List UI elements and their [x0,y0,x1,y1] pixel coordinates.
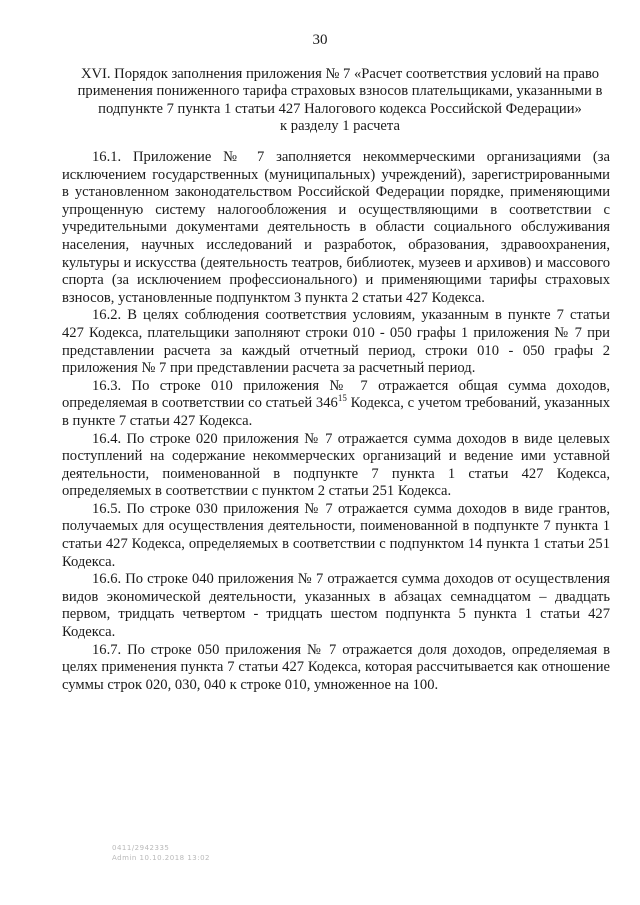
heading-line: XVI. Порядок заполнения приложения № 7 «Расчет соответствия условий на право [80,66,600,82]
superscript-15: 15 [337,393,347,404]
stamp-line-1: 0411/2942335 [112,844,170,852]
heading-line: к разделу 1 расчета [280,118,400,135]
paragraph-16-3-text: 16.3. По строке 010 приложения № 7 отражается общая сумма доходов, определяемая в соответствии со статьей 346 [62,377,610,412]
paragraph-16-4: 16.4. По строке 020 приложения № 7 отражается сумма доходов в виде целевых поступлений на содержание некоммерческих организаций и ведение ими уставной деятельности, поименованной в подпункте 7 пункта 1 статьи 427 Кодекса, определяемых в соответствии с пунктом 2 статьи 251 Кодекса. [62,430,610,500]
paragraph-16-5: 16.5. По строке 030 приложения № 7 отражается сумма доходов в виде грантов, получаемых для осуществления деятельности, поименованной в подпункте 7 пункта 1 статьи 427 Кодекса, определяемых в соответствии с подпунктом 14 пункта 1 статьи 251 Кодекса. [62,500,610,570]
paragraph-16-6: 16.6. По строке 040 приложения № 7 отражается сумма доходов от осуществления видов экономической деятельности, указанных в абзацах семнадцатом – двадцать первом, тридцать четвертом - тридцать шестом подпункта 5 пункта 1 статьи 427 Кодекса. [62,571,610,641]
paragraph-16-1: 16.1. Приложение № 7 заполняется некоммерческими организациями (за исключением государственных (муниципальных) учреждений), зарегистрированными в установленном законодательством Российской Федерации порядке, применяющими упрощенную систему налогообложения и осуществляющими в соответствии с учредительными документами деятельность в области социального обслуживания населения, научных исследований и разработок, образования, здравоохранения, культуры и искусства (деятельность театров, библиотек, музеев и архивов) и массового спорта (за исключением профессионального) и применяющими тарифы страховых взносов, установленные подпунктом 3 пункта 2 статьи 427 Кодекса. [62,149,610,306]
document-body [62,149,610,694]
paragraph-16-2: 16.2. В целях соблюдения соответствия условиям, указанным в пункте 7 статьи 427 Кодекса, плательщики заполняют строки 010 - 050 графы 1 приложения № 7 при представлении расчета за каждый отчетный период, строки 010 - 050 графы 2 приложения № 7 при представлении расчета за расчетный период. [62,307,610,377]
stamp-line-2: Admin 10.10.2018 13:02 [112,854,211,862]
page-number: 30 [312,32,328,48]
heading-line: применения пониженного тарифа страховых взносов плательщиками, указанными в [77,83,603,100]
paragraph-16-3 [62,378,610,431]
section-heading [60,66,620,136]
heading-line: подпункте 7 пункта 1 статьи 427 Налогового кодекса Российской Федерации» [98,100,582,117]
document-stamp [112,843,210,863]
paragraph-16-7: 16.7. По строке 050 приложения № 7 отражается доля доходов, определяемая в целях применения пункта 7 статьи 427 Кодекса, которая рассчитывается как отношение суммы строк 020, 030, 040 к строке 010, умноженное на 100. [62,641,610,693]
paragraph-16-3-text-end: Кодекса, с учетом требований, указанных в пункте 7 статьи 427 Кодекса. [62,395,610,429]
